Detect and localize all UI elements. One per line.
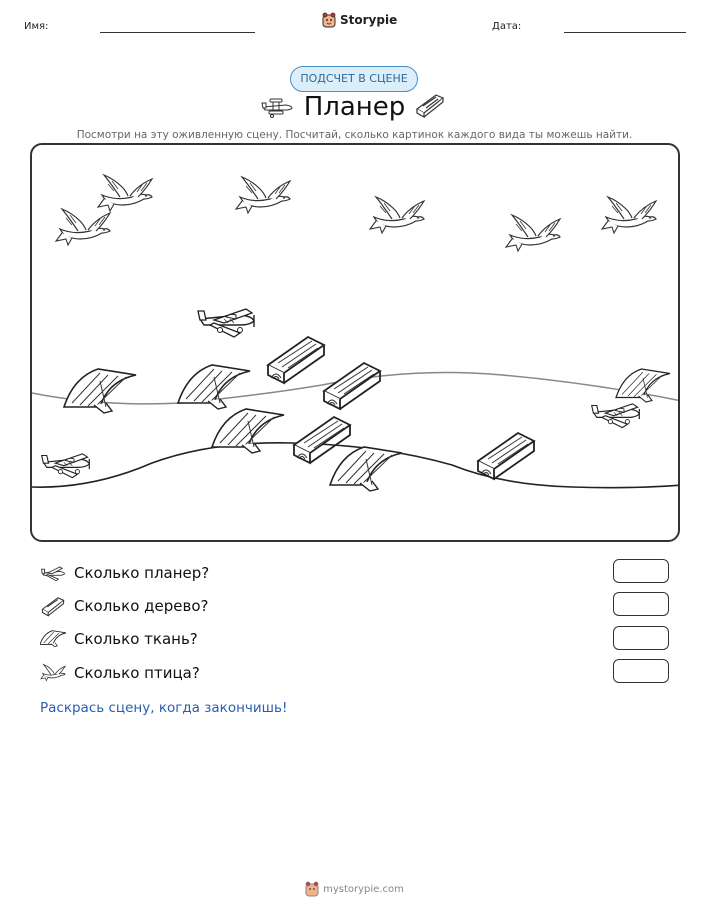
hang-glider (64, 369, 136, 413)
question-row (40, 593, 208, 619)
wood-plank-icon (40, 595, 66, 617)
name-label: Имя: (24, 21, 49, 32)
scene-illustration (32, 145, 680, 542)
glider-plane (592, 404, 640, 428)
glider-plane (198, 309, 254, 337)
wood-plank-icon (414, 92, 446, 118)
counting-scene (30, 143, 680, 542)
page-title: Планер (303, 92, 406, 122)
glider-plane-icon (40, 562, 66, 584)
wood-plank (324, 363, 380, 409)
wood-plank (478, 433, 534, 479)
date-line[interactable] (564, 32, 686, 33)
bird (56, 209, 110, 245)
answer-box-planes[interactable] (613, 559, 669, 583)
topic-badge: ПОДСЧЕТ В СЦЕНЕ (290, 66, 418, 92)
storypie-mascot-icon (305, 881, 319, 897)
brand-name: Storypie (340, 13, 398, 27)
bird (602, 197, 656, 233)
footer (0, 881, 709, 897)
question-row (40, 626, 198, 652)
bird (236, 177, 290, 213)
answer-box-birds[interactable] (613, 659, 669, 683)
storypie-mascot-icon (322, 12, 336, 28)
hang-glider (330, 447, 402, 491)
wood-plank (294, 417, 350, 463)
hang-glider-icon (40, 628, 66, 650)
question-text: Сколько дерево? (74, 597, 209, 615)
bird (370, 197, 424, 233)
bird (506, 215, 560, 251)
bird (98, 175, 152, 211)
glider-plane (42, 454, 90, 478)
name-line[interactable] (100, 32, 255, 33)
wood-plank (268, 337, 324, 383)
question-text: Сколько птица? (74, 664, 200, 682)
instructions: Посмотри на эту оживленную сцену. Посчитай, сколько картинок каждого вида ты можешь найти. (76, 129, 633, 141)
question-text: Сколько ткань? (74, 630, 198, 648)
question-row (40, 560, 209, 586)
date-label: Дата: (492, 21, 522, 32)
question-row (40, 660, 200, 686)
question-text: Сколько планер? (74, 564, 210, 582)
coloring-note: Раскрась сцену, когда закончишь! (40, 700, 288, 716)
bird-icon (40, 662, 66, 684)
site-url[interactable]: mystorypie.com (323, 883, 404, 895)
hang-glider (212, 409, 284, 453)
answer-box-wood[interactable] (613, 592, 669, 616)
storypie-logo (322, 12, 397, 28)
hang-glider (178, 365, 250, 409)
answer-box-fabric[interactable] (613, 626, 669, 650)
